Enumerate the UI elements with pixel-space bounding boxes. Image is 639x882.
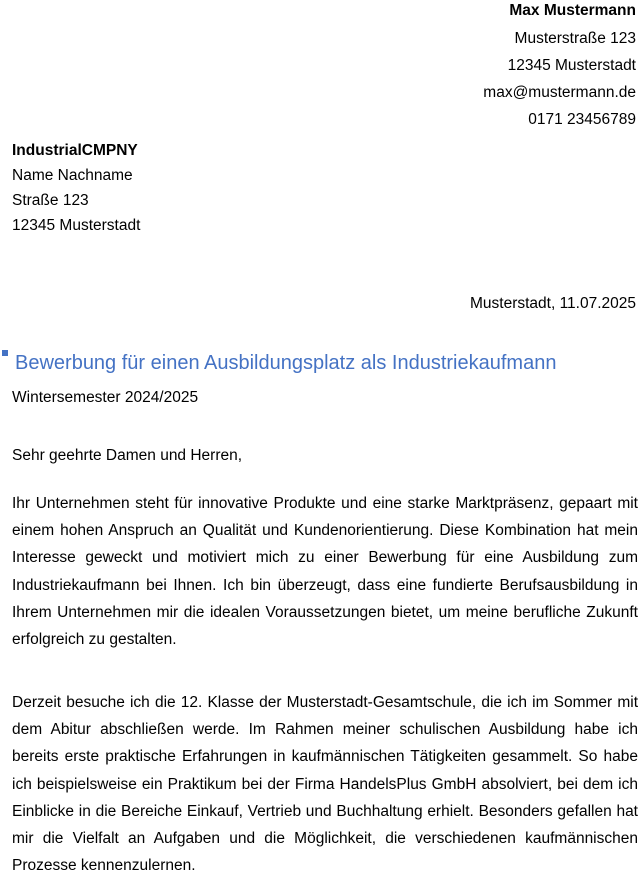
recipient-contact: Name Nachname (12, 167, 133, 184)
sender-name: Max Mustermann (509, 2, 636, 19)
recipient-company: IndustrialCMPNY (12, 142, 138, 159)
semester-line: Wintersemester 2024/2025 (12, 389, 199, 406)
recipient-block (12, 138, 140, 238)
body-paragraph-2: Derzeit besuche ich die 12. Klasse der Musterstadt-Gesamtschule, die ich im Sommer mit dem Abitur abschließen werde. Im Rahmen meiner schulischen Ausbildung habe ich bereits erste praktische Erfahrungen in kaufmännischen Tätigkeiten gesammelt. So habe ich beispielsweise ein Praktikum bei der Firma HandelsPlus GmbH absolviert, bei dem ich Einblicke in die Bereiche Einkauf, Vertrieb und Buchhaltung erhielt. Besonders gefallen hat mir die Vielfalt an Aufgaben und die Möglichkeit, die verschiedenen kaufmännischen Prozesse kennenzulernen. (12, 694, 638, 875)
letter-date: Musterstadt, 11.07.2025 (469, 295, 636, 312)
sender-email: max@mustermann.de (483, 84, 636, 101)
body-paragraph-1: Ihr Unternehmen steht für innovative Produkte und eine starke Marktpräsenz, gepaart mit einem hohen Anspruch an Qualität und Kundenorientierung. Diese Kombination hat mein Interesse geweckt und motiviert mich zu einer Bewerbung für eine Ausbildung zum Industriekaufmann bei Ihnen. Ich bin überzeugt, dass eine fundierte Berufsausbildung in Ihrem Unternehmen mir die idealen Voraussetzungen bietet, um meine berufliche Zukunft erfolgreich zu gestalten. (12, 495, 638, 649)
recipient-city: 12345 Musterstadt (12, 217, 141, 234)
sender-phone: 0171 23456789 (528, 111, 636, 128)
subject-heading: Bewerbung für einen Ausbildungsplatz als Industriekaufmann (15, 352, 557, 374)
salutation: Sehr geehrte Damen und Herren, (12, 447, 243, 464)
heading-marker-icon (2, 350, 8, 356)
sender-street: Musterstraße 123 (514, 30, 636, 47)
sender-block (483, 0, 636, 133)
recipient-street: Straße 123 (12, 192, 89, 209)
sender-city: 12345 Musterstadt (507, 57, 636, 74)
